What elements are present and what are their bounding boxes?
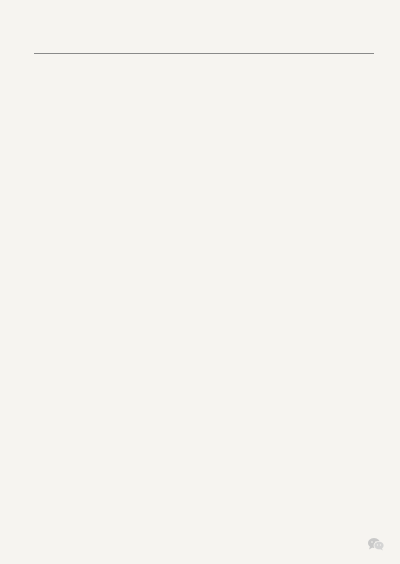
- running-header: [34, 33, 374, 54]
- wechat-watermark: [367, 533, 390, 555]
- text-column-right: [212, 59, 374, 521]
- text-column-left: [26, 59, 188, 521]
- wechat-icon: [367, 537, 385, 551]
